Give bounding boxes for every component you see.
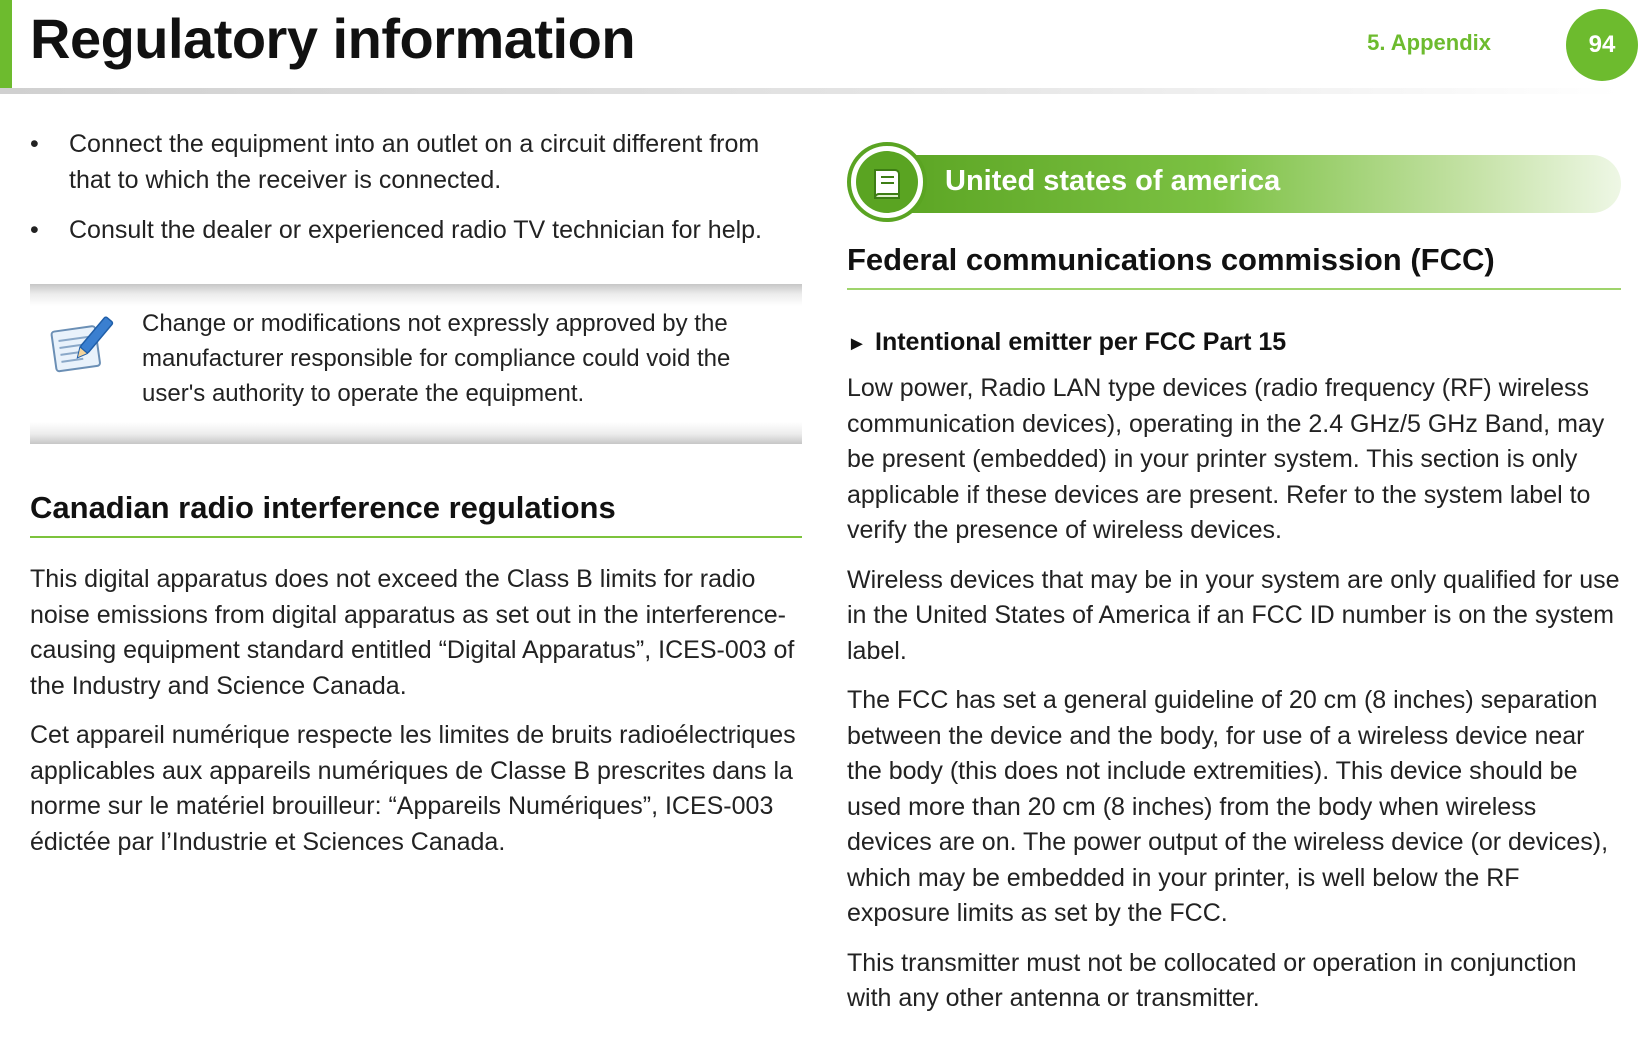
left-column <box>30 126 802 874</box>
bullet-marker: • <box>30 216 39 244</box>
list-item <box>30 212 802 248</box>
note-pencil-icon <box>46 312 116 382</box>
heading-underline <box>847 288 1621 290</box>
canada-paragraph-en: This digital apparatus does not exceed the Class B limits for radio noise emissions from digital apparatus as set out in the interference-causing equipment standard entitled “Digital Apparatus”, ICES-003 of the Industry and Science Canada. <box>30 565 795 700</box>
note-top-border <box>30 284 802 306</box>
bullet-marker: • <box>30 130 39 158</box>
fcc-subheading-text: Intentional emitter per FCC Part 15 <box>875 328 1287 356</box>
page-title: Regulatory information <box>30 7 636 70</box>
arrow-right-icon: ► <box>847 333 867 355</box>
canada-heading: Canadian radio interference regulations <box>30 490 616 525</box>
chapter-label: 5. Appendix <box>1367 30 1491 55</box>
page-number-badge <box>1566 9 1638 81</box>
fcc-subheading <box>847 328 1621 357</box>
bullet-list <box>30 126 802 248</box>
canada-paragraph-fr: Cet appareil numérique respecte les limites de bruits radioélectriques applicables aux appareils numériques de Classe B prescrites dans la norme sur le matériel brouilleur: “Appareils Numériques”, ICES-003 édictée par l’Industrie et Sciences Canada. <box>30 721 796 856</box>
book-icon <box>856 151 918 213</box>
fcc-section <box>847 242 1621 1017</box>
canada-section <box>30 490 802 860</box>
fcc-paragraph: Low power, Radio LAN type devices (radio frequency (RF) wireless communication devices), operating in the 2.4 GHz/5 GHz Band, may be present (embedded) in your printer system. This section is only applicable if these devices are present. Refer to the system label to verify the presence of wireless devices. <box>847 374 1605 544</box>
heading-underline <box>30 536 802 538</box>
page-number: 94 <box>1588 31 1616 58</box>
fcc-paragraph: Wireless devices that may be in your system are only qualified for use in the United States of America if an FCC ID number is on the system label. <box>847 565 1620 665</box>
note-bottom-border <box>30 422 802 444</box>
section-title: United states of america <box>945 165 1281 197</box>
list-item-text: Consult the dealer or experienced radio TV technician for help. <box>69 216 763 244</box>
note-text: Change or modifications not expressly approved by the manufacturer responsible for compliance could void the user's authority to operate the equipment. <box>142 310 731 407</box>
fcc-paragraph: This transmitter must not be collocated or operation in conjunction with any other antenna or transmitter. <box>847 948 1577 1012</box>
note-box <box>30 284 802 444</box>
fcc-paragraph: The FCC has set a general guideline of 20 cm (8 inches) separation between the device and the body, for use of a wireless device near the body (this does not include extremities). This device should be used more than 20 cm (8 inches) from the body when wireless devices are on. The power output of the wireless device (or devices), which may be embedded in your printer, is well below the RF exposure limits as set by the FCC. <box>847 686 1609 927</box>
header-divider <box>0 88 1620 94</box>
right-column <box>847 138 1621 1031</box>
fcc-heading: Federal communications commission (FCC) <box>847 242 1495 277</box>
list-item <box>30 126 802 198</box>
section-banner <box>847 138 1621 222</box>
list-item-text: Connect the equipment into an outlet on a circuit different from that to which the receiver is connected. <box>69 130 760 194</box>
section-badge <box>847 142 927 222</box>
header-accent-bar <box>0 0 12 90</box>
